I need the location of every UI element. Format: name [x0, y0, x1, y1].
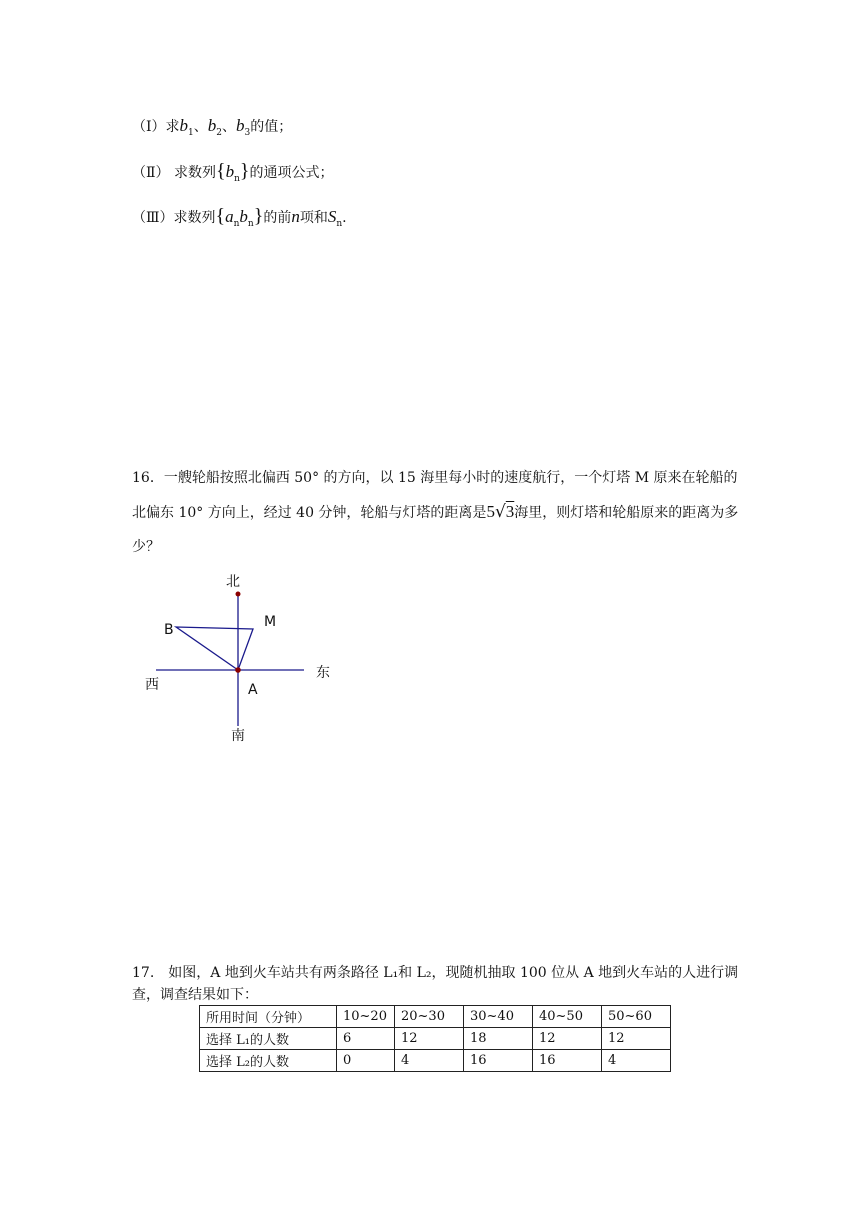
question-17 — [132, 962, 752, 1006]
left-brace: { — [215, 160, 226, 182]
label-west: 西 — [145, 677, 159, 693]
q17-text: 17. 如图，A 地到火车站共有两条路径 L₁和 L₂，现随机抽取 100 位从 A 地到火车站的人进行调查，调查结果如下： — [132, 965, 739, 1003]
table-cell: 16 — [533, 1050, 602, 1072]
point-a-dot — [235, 667, 241, 673]
label-point-b: B — [164, 622, 174, 638]
table-cell: 50~60 — [602, 1006, 671, 1028]
q16-text-b: 海里，则灯塔和轮船原来的距离为多少？ — [132, 505, 739, 555]
part2-prefix: （Ⅱ） 求数列 — [132, 165, 216, 181]
n-symbol: n — [291, 207, 300, 226]
b1-symbol: b — [179, 116, 189, 135]
label-south: 南 — [231, 728, 245, 744]
survey-table — [199, 1005, 671, 1072]
bn-subscript: n — [247, 218, 254, 229]
table-cell: 12 — [602, 1028, 671, 1050]
part1-suffix: 的值； — [250, 119, 293, 135]
part3-prefix: （Ⅲ）求数列 — [132, 210, 216, 226]
sn-symbol: S — [327, 207, 337, 226]
label-north: 北 — [226, 574, 240, 590]
sqrt-sign: √ — [494, 502, 506, 522]
left-brace: { — [215, 205, 226, 227]
table-cell: 30~40 — [464, 1006, 533, 1028]
b3-subscript: 3 — [244, 127, 251, 138]
sn-subscript: n — [336, 218, 343, 229]
b3-symbol: b — [236, 116, 245, 135]
bn-symbol: b — [239, 207, 248, 226]
label-point-a: A — [248, 682, 258, 698]
table-cell: 10~20 — [337, 1006, 395, 1028]
q16-text-a: 16．一艘轮船按照北偏西 50° 的方向，以 15 海里每小时的速度航行，一个灯塔 M 原来在轮船的北偏东 10° 方向上，经过 40 分钟，轮船与灯塔的距离是 — [132, 470, 738, 521]
table-cell: 6 — [337, 1028, 395, 1050]
triangle-abm — [176, 627, 253, 670]
right-brace: } — [239, 160, 250, 182]
table-row — [200, 1028, 671, 1050]
table-cell: 所用时间（分钟） — [200, 1006, 337, 1028]
b2-symbol: b — [207, 116, 217, 135]
table-cell: 12 — [395, 1028, 464, 1050]
table-row — [200, 1050, 671, 1072]
table-cell: 选择 L₂的人数 — [200, 1050, 337, 1072]
separator: 、 — [222, 119, 236, 135]
separator: 、 — [193, 119, 208, 135]
label-east: 东 — [316, 665, 330, 681]
part2-line — [132, 160, 333, 184]
table-cell: 选择 L₁的人数 — [200, 1028, 337, 1050]
an-symbol: a — [225, 207, 234, 226]
part3-suffix: . — [342, 210, 347, 226]
part1-prefix: （Ⅰ）求 — [132, 119, 180, 135]
q16-coefficient: 5 — [486, 502, 495, 521]
bn-subscript: n — [234, 173, 240, 184]
b2-subscript: 2 — [216, 127, 222, 138]
table-cell: 4 — [602, 1050, 671, 1072]
part3-line — [132, 205, 347, 229]
label-point-m: M — [264, 614, 277, 630]
b1-subscript: 1 — [188, 127, 194, 138]
table-cell: 18 — [464, 1028, 533, 1050]
table-cell: 16 — [464, 1050, 533, 1072]
right-brace: } — [253, 205, 264, 227]
table-cell: 40~50 — [533, 1006, 602, 1028]
q16-radicand: 3 — [505, 502, 515, 521]
bn-symbol: b — [225, 162, 235, 181]
part2-suffix: 的通项公式； — [249, 165, 334, 181]
table-cell: 12 — [533, 1028, 602, 1050]
table-header-row — [200, 1006, 671, 1028]
part3-mid2: 项和 — [299, 210, 328, 226]
north-dot — [236, 592, 241, 597]
table-cell: 20~30 — [395, 1006, 464, 1028]
table-cell: 4 — [395, 1050, 464, 1072]
part1-line — [132, 116, 292, 138]
part3-mid: 的前 — [263, 210, 292, 226]
an-subscript: n — [233, 218, 240, 229]
table-cell: 0 — [337, 1050, 395, 1072]
question-16 — [132, 461, 742, 564]
